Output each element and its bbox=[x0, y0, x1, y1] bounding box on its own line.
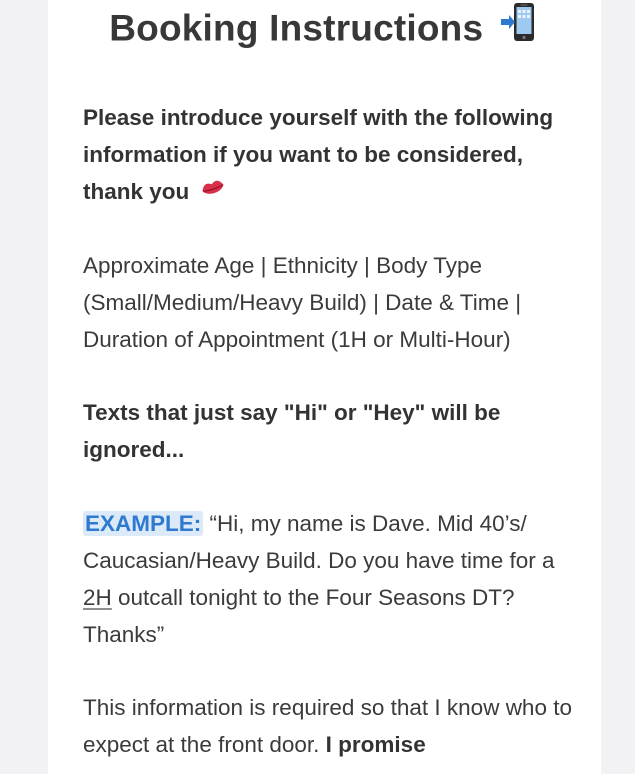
closing-text: This information is required so that I know who to expect at the front door. bbox=[83, 695, 572, 757]
page-title-text: Booking Instructions bbox=[109, 7, 484, 49]
required-fields-paragraph: Approximate Age | Ethnicity | Body Type (Small/Medium/Heavy Build) | Date & Time | Duration of Appointment (1H or Multi-Hour) bbox=[83, 253, 522, 352]
intro-text: Please introduce yourself with the following information if you want to be considered, thank you bbox=[83, 105, 554, 204]
cropped-edge bbox=[48, 762, 601, 774]
closing-paragraph bbox=[83, 689, 583, 763]
page-title bbox=[48, 6, 601, 55]
warning-paragraph: Texts that just say "Hi" or "Hey" will be ignored... bbox=[83, 400, 501, 462]
example-text-after: outcall tonight to the Four Seasons DT? Thanks” bbox=[83, 585, 515, 647]
document-page bbox=[48, 0, 601, 774]
example-duration-link[interactable]: 2H bbox=[83, 585, 112, 610]
example-label: EXAMPLE: bbox=[85, 511, 202, 536]
closing-bold-text: I promise bbox=[325, 732, 426, 757]
kiss-lips-icon bbox=[200, 173, 226, 210]
intro-paragraph bbox=[83, 99, 583, 212]
mobile-phone-arrow-icon bbox=[500, 2, 540, 51]
example-text-before: “Hi, my name is Dave. Mid 40’s/ Caucasian/Heavy Build. Do you have time for a bbox=[83, 511, 555, 573]
example-paragraph bbox=[83, 505, 583, 653]
